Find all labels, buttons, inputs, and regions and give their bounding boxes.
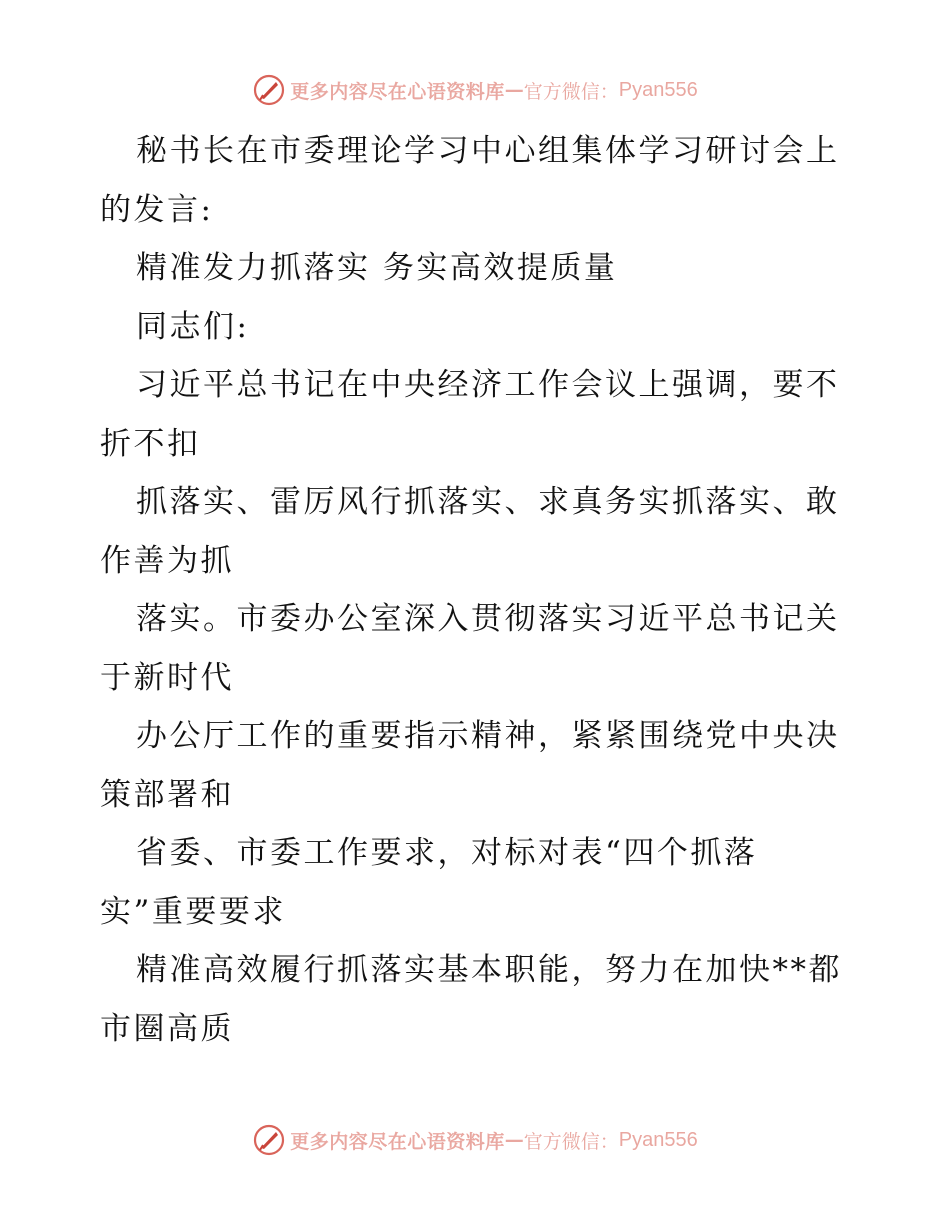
banner-wechat-id: Pyan556 [618, 1128, 698, 1151]
text-line: 折不扣 [100, 425, 201, 462]
footer-banner [0, 1120, 950, 1160]
text-line: 习近平总书记在中央经济工作会议上强调，要不 [136, 367, 840, 403]
banner-brand: 更多内容尽在心语资料库 [290, 80, 505, 103]
text-line: 策部署和 [100, 776, 234, 813]
text-line: 市圈高质 [100, 1010, 234, 1047]
quill-circle-logo-icon [252, 73, 286, 107]
text-line: 省委、市委工作要求，对标对表“四个抓落 [136, 835, 758, 871]
text-line: 办公厅工作的重要指示精神，紧紧围绕党中央决 [136, 718, 840, 754]
text-line: 抓落实、雷厉风行抓落实、求真务实抓落实、敢 [136, 484, 840, 520]
banner-dash: — [504, 79, 524, 101]
text-line: 落实。市委办公室深入贯彻落实习近平总书记关 [136, 601, 840, 637]
banner-wechat-label: 官方微信： [523, 80, 619, 103]
banner-brand: 更多内容尽在心语资料库 [290, 1130, 505, 1153]
text-line: 的发言: [100, 191, 214, 228]
banner-wechat-label: 官方微信： [523, 1130, 619, 1153]
document-body [100, 122, 860, 1058]
header-banner [0, 70, 950, 110]
banner-dash: — [504, 1129, 524, 1151]
text-line: 同志们: [136, 308, 250, 345]
text-line: 于新时代 [100, 659, 234, 696]
quill-circle-logo-icon [252, 1123, 286, 1157]
text-line: 精准高效履行抓落实基本职能，努力在加快**都 [136, 952, 842, 988]
text-line: 作善为抓 [100, 542, 234, 579]
banner-wechat-id: Pyan556 [618, 78, 698, 101]
text-line: 实”重要要求 [100, 893, 286, 930]
text-line: 精准发力抓落实 务实高效提质量 [136, 250, 618, 286]
text-line: 秘书长在市委理论学习中心组集体学习研讨会上 [136, 133, 840, 169]
